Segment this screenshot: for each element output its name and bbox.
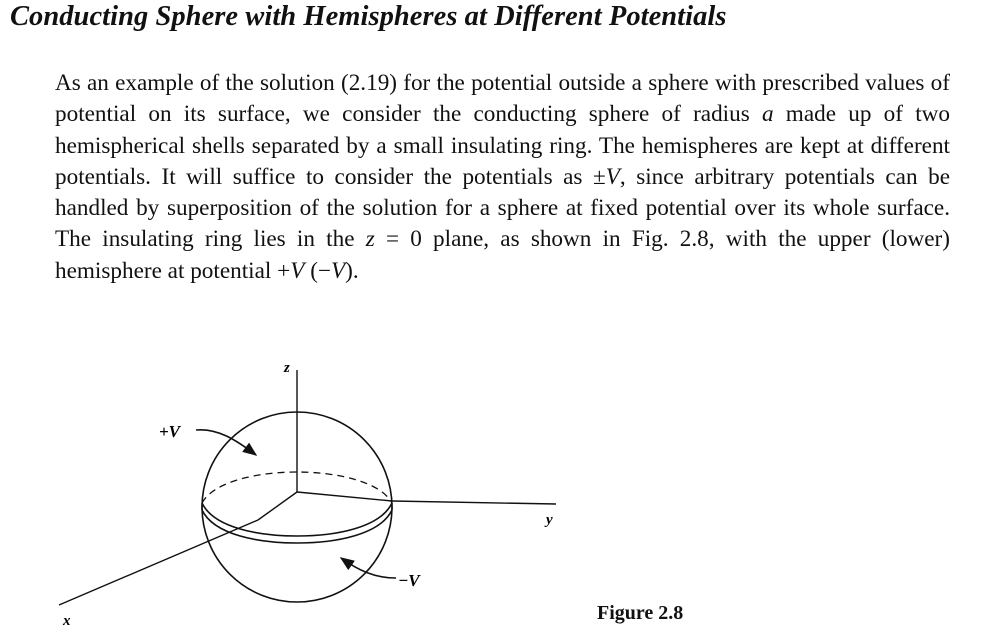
figure-caption: Figure 2.8 <box>597 602 684 624</box>
para-text-2: made up of two hemispherical shells separated by a small insulating ring. The hemispheres are kept at different potentials. It will suffice to consider the potentials as ± <box>55 101 950 190</box>
var-V-upper: V <box>290 257 305 284</box>
y-axis <box>392 501 556 504</box>
upper-potential-label: +V <box>159 422 181 441</box>
para-text-5: (− <box>304 257 331 284</box>
z-axis-label: z <box>284 360 290 376</box>
body-paragraph <box>55 68 950 287</box>
var-a: a <box>761 101 774 128</box>
var-V-lower: V <box>331 257 346 284</box>
figure-2-8 <box>0 340 981 642</box>
sphere-diagram <box>0 340 981 642</box>
y-axis-inside <box>297 492 392 501</box>
para-text-4: = 0 plane, as shown in Fig. 2.8, with the upper (lower) hemisphere at potential + <box>55 226 950 284</box>
para-text-3: , since arbitrary potentials can be handled by superposition of the solution for a sphere at fixed potential over its whole surface. The insulating ring lies in the <box>55 163 950 253</box>
lower-potential-label: −V <box>398 571 420 590</box>
x-axis <box>59 520 258 605</box>
lower-arrow <box>341 558 396 578</box>
var-V: V <box>605 163 620 190</box>
var-z: z <box>365 226 375 253</box>
x-axis-inside <box>258 492 297 520</box>
upper-arrow <box>196 430 256 455</box>
para-text-6: ). <box>345 257 359 284</box>
page-title: Conducting Sphere with Hemispheres at Different Potentials <box>10 1 727 32</box>
x-axis-label: x <box>63 613 71 629</box>
y-axis-label: y <box>546 512 553 528</box>
para-text-1: As an example of the solution (2.19) for the potential outside a sphere with prescribed values of potential on its surface, we consider the conducting sphere of radius <box>55 70 950 128</box>
